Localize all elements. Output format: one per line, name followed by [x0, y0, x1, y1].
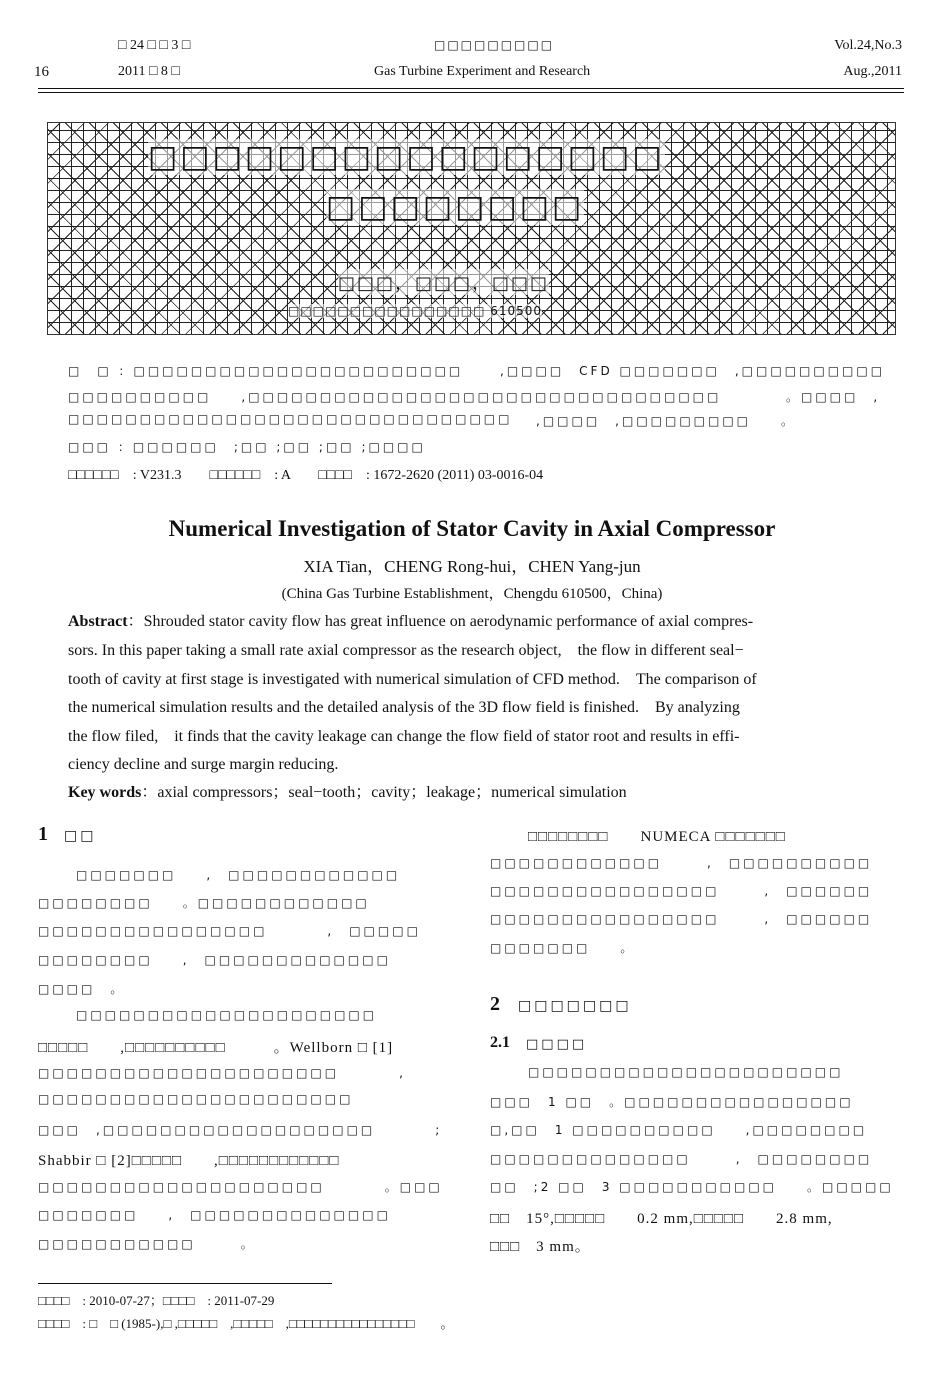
header-volume-en: Vol.24,No.3	[834, 38, 902, 53]
abstract-cn-line2b: 。□□□□ ,	[786, 390, 881, 404]
footnote-received: □□□□ : 2010-07-27；□□□□ : 2011-07-29	[38, 1293, 275, 1308]
section1-title: □□	[64, 828, 97, 844]
english-abstract-line1: Abstract：Shrouded stator cavity flow has great influence on aerodynamic performance of axial compres-	[68, 613, 754, 630]
abstract-cn-line2a: □□□□□□□□□□ ,□□□□□□□□□□□□□□□□□□□□□□□□□□□□□□□□□	[68, 390, 722, 404]
abstract-cn-line1a: □ □ ：□□□□□□□□□□□□□□□□□□□□□□□	[68, 364, 464, 378]
chinese-title-line1: □□□□□□□□□□□□□□□□	[148, 139, 665, 175]
header-journal-cn: □□□□□□□□□	[434, 38, 555, 52]
right-line-9: □□□□□□□□□□□□□□ , □□□□□□□□	[490, 1152, 873, 1166]
left-line-8: □□□□□□□□□□□□□□□□□□□□□ ,	[38, 1066, 406, 1080]
right-line-3: □□□□□□□□□□□□□□□□ , □□□□□□	[490, 884, 873, 898]
right-line-5: □□□□□□□ 。	[490, 941, 636, 955]
left-line-3: □□□□□□□□□□□□□□□□ , □□□□□	[38, 924, 421, 938]
left-line-6: □□□□□□□□□□□□□□□□□□□□□	[76, 1008, 378, 1022]
right-line-11: □□ 15°,□□□□□ 0.2 mm,□□□□□ 2.8 mm,	[490, 1211, 833, 1227]
classification-line: □□□□□□ : V231.3 □□□□□□ : A □□□□ : 1672-2620 (2011) 03-0016-04	[68, 468, 544, 483]
left-line-11: Shabbir □ [2]□□□□□ ,□□□□□□□□□□□□	[38, 1153, 340, 1169]
keywords-text: axial compressors；seal−tooth；cavity；leakage；numerical simulation	[157, 784, 627, 801]
english-affiliation: (China Gas Turbine Establishment，Chengdu 610500，China)	[281, 586, 663, 602]
left-line-7: □□□□□ ,□□□□□□□□□□ 。Wellborn □ [1]	[38, 1040, 394, 1056]
left-line-12: □□□□□□□□□□□□□□□□□□□□ 。□□□	[38, 1180, 443, 1194]
chinese-title-line2: □□□□□□□□	[326, 189, 585, 225]
left-line-5: □□□□ 。	[38, 982, 126, 996]
abstract-cn-line3a: □□□□□□□□□□□□□□□□□□□□□□□□□□□□□□□	[68, 412, 513, 426]
header-rule-thin	[38, 92, 904, 93]
left-line-9: □□□□□□□□□□□□□□□□□□□□□□	[38, 1092, 354, 1106]
header-date-cn: 2011 □ 8 □	[118, 64, 180, 79]
footnote-author-bio: □□□□ : □ □ (1985-),□ ,□□□□□ ,□□□□□ ,□□□□□□□□□□□□□□□□ 。	[38, 1316, 454, 1331]
left-line-13: □□□□□□□ , □□□□□□□□□□□□□□	[38, 1208, 391, 1222]
left-line-2: □□□□□□□□ 。□□□□□□□□□□□□	[38, 896, 370, 910]
section2-number: 2	[490, 993, 500, 1015]
chinese-title-banner	[47, 122, 896, 335]
left-line-10: □□□ ,□□□□□□□□□□□□□□□□□□□ ;	[38, 1123, 443, 1137]
page-number: 16	[34, 64, 49, 80]
keywords-cn: □□□ ：□□□□□□ ;□□ ;□□ ;□□ ;□□□□	[68, 440, 426, 454]
chinese-authors: □□□，□□□，□□□	[338, 269, 549, 295]
right-line-1: □□□□□□□□ NUMECA □□□□□□□	[528, 829, 786, 845]
keywords-line: Key words：axial compressors；seal−tooth；cavity；leakage；numerical simulation	[68, 784, 627, 801]
abstract-text-4: the numerical simulation results and the detailed analysis of the 3D flow field is finished. By analyzing	[68, 699, 740, 716]
abstract-text-5: the flow filed, it finds that the cavity leakage can change the flow field of stator root and results in effi-	[68, 728, 740, 745]
right-line-10: □□ ;2 □□ 3 □□□□□□□□□□□ 。□□□□□	[490, 1180, 894, 1194]
header-volume-cn: □ 24 □ □ 3 □	[118, 38, 191, 53]
abstract-text-3: tooth of cavity at first stage is investigated with numerical simulation of CFD method. The comparison of	[68, 671, 757, 688]
section2-title: □□□□□□□	[518, 998, 632, 1014]
right-line-6: □□□□□□□□□□□□□□□□□□□□□□	[528, 1065, 844, 1079]
abstract-label: Abstract	[68, 613, 128, 630]
abstract-text-6: ciency decline and surge margin reducing.	[68, 756, 339, 773]
subsection-number: 2.1	[490, 1034, 510, 1051]
header-rule-thick	[38, 88, 904, 89]
footnote-rule	[38, 1283, 332, 1284]
right-line-7: □□□ 1 □□ 。□□□□□□□□□□□□□□□□	[490, 1095, 854, 1109]
left-line-1: □□□□□□□ , □□□□□□□□□□□□	[76, 868, 401, 882]
abstract-cn-line1b: ,□□□□ CFD □□□□□□□ ,□□□□□□□□□□	[500, 364, 886, 378]
chinese-affiliation: □□□□□□□□□□□□□□□□ 610500	[288, 304, 543, 318]
right-line-4: □□□□□□□□□□□□□□□□ , □□□□□□	[490, 912, 873, 926]
english-authors: XIA Tian，CHENG Rong-hui，CHEN Yang-jun	[303, 557, 641, 576]
right-line-8: □,□□ 1 □□□□□□□□□□ ,□□□□□□□□	[490, 1123, 868, 1137]
subsection-title: □□□□	[526, 1037, 588, 1052]
header-journal-en: Gas Turbine Experiment and Research	[374, 64, 591, 79]
abstract-text-2: sors. In this paper taking a small rate axial compressor as the research object, the flow in different seal−	[68, 642, 744, 659]
abstract-text-1: Shrouded stator cavity flow has great influence on aerodynamic performance of axial compres-	[143, 613, 754, 630]
right-line-12: □□□ 3 mm。	[490, 1239, 591, 1255]
keywords-label: Key words	[68, 784, 142, 801]
section1-number: 1	[38, 823, 48, 845]
header-date-en: Aug.,2011	[843, 64, 902, 79]
english-title: Numerical Investigation of Stator Cavity in Axial Compressor	[168, 516, 776, 541]
right-line-2: □□□□□□□□□□□□ , □□□□□□□□□□	[490, 856, 873, 870]
left-line-4: □□□□□□□□ , □□□□□□□□□□□□□	[38, 953, 391, 967]
abstract-cn-line3b: ,□□□□ ,□□□□□□□□□ 。	[536, 414, 797, 428]
left-line-14: □□□□□□□□□□□ 。	[38, 1237, 256, 1251]
